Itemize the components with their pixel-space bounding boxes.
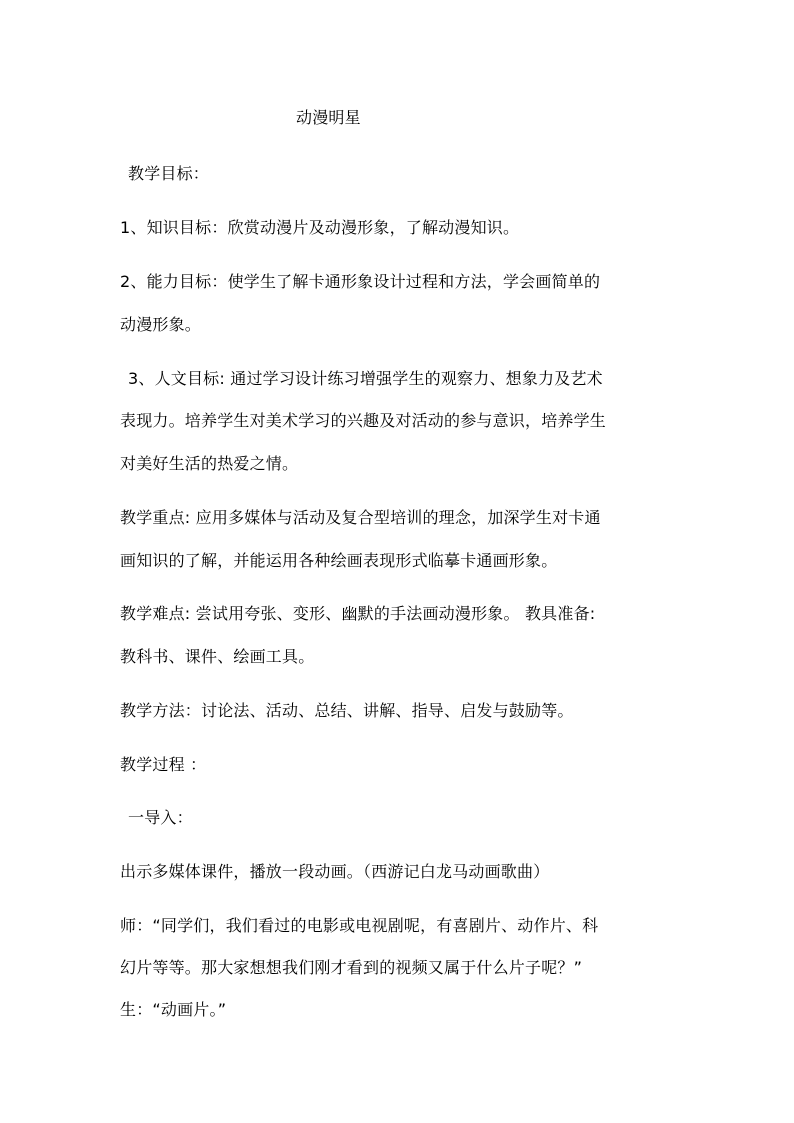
paragraph-line: 幻片等等。那大家想想我们刚才看到的视频又属于什么片子呢？” xyxy=(120,958,583,977)
paragraph-line: 对美好生活的热爱之情。 xyxy=(120,454,299,473)
paragraph-line: 生：“动画片。” xyxy=(120,1000,227,1019)
paragraph-line: 动漫形象。 xyxy=(120,315,202,334)
paragraph-line: 出示多媒体课件，播放一段动画。（西游记白龙马动画歌曲） xyxy=(120,862,550,881)
paragraph-line: 教学难点: 尝试用夸张、变形、幽默的手法画动漫形象。 教具准备: xyxy=(120,604,596,623)
paragraph-line: 教学重点: 应用多媒体与活动及复合型培训的理念，加深学生对卡通 xyxy=(120,508,601,527)
document-title: 动漫明星 xyxy=(296,108,361,127)
paragraph-line: 3、人文目标: 通过学习设计练习增强学生的观察力、想象力及艺术 xyxy=(128,369,603,388)
paragraph-line: 师：“同学们，我们看过的电影或电视剧呢，有喜剧片、动作片、科 xyxy=(120,916,599,935)
paragraph-line: 表现力。培养学生对美术学习的兴趣及对活动的参与意识，培养学生 xyxy=(120,411,607,430)
section-heading-intro: 一导入： xyxy=(128,808,193,827)
paragraph-line: 教科书、课件、绘画工具。 xyxy=(120,647,315,666)
paragraph-line: 1、知识目标：欣赏动漫片及动漫形象，了解动漫知识。 xyxy=(120,218,520,237)
section-heading-process: 教学过程 ： xyxy=(120,755,207,774)
paragraph-line: 教学方法：讨论法、活动、总结、讲解、指导、启发与鼓励等。 xyxy=(120,701,574,720)
paragraph-line: 2、能力目标：使学生了解卡通形象设计过程和方法，学会画简单的 xyxy=(120,272,601,291)
section-heading-objectives: 教学目标： xyxy=(128,164,210,183)
paragraph-line: 画知识的了解，并能运用各种绘画表现形式临摹卡通画形象。 xyxy=(120,551,558,570)
